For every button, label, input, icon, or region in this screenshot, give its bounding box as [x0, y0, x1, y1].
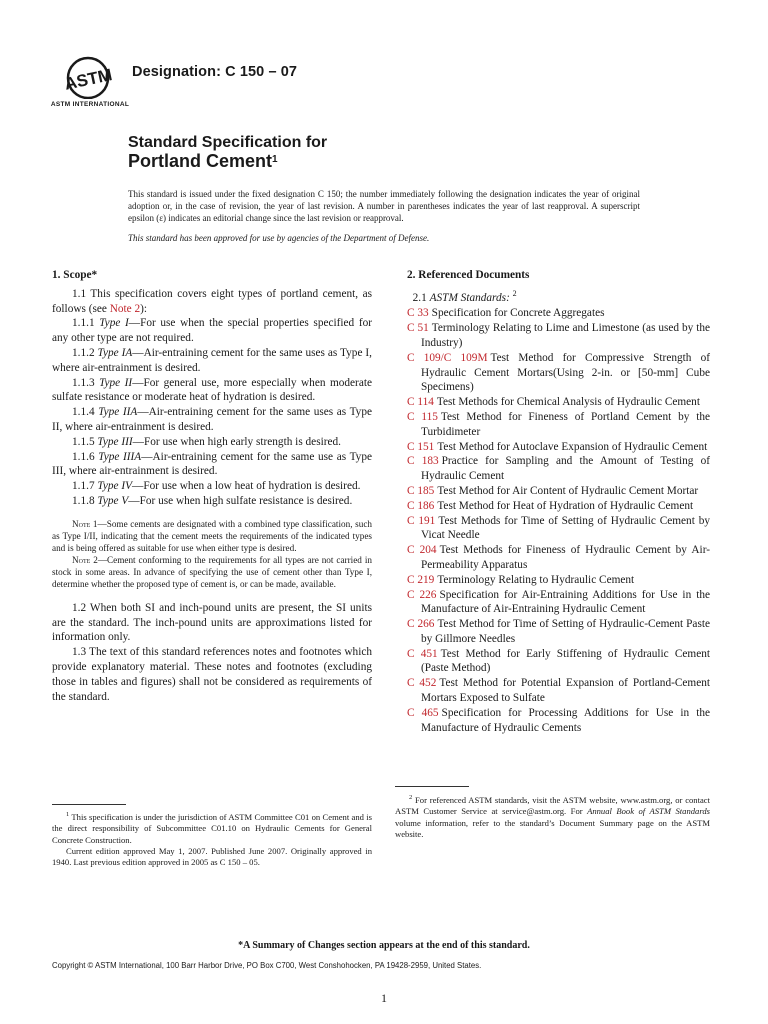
standard-link[interactable]: C 191	[407, 514, 436, 527]
type-name: Type IIA	[98, 406, 138, 419]
reference-item	[407, 454, 710, 484]
reference-item	[407, 514, 710, 544]
footnote-mark: 1	[66, 811, 70, 818]
standard-link[interactable]: C 151	[407, 440, 435, 453]
standard-title: Practice for Sampling and the Amount of Testing of Hydraulic Cement	[421, 455, 710, 483]
standard-title: Test Method for Air Content of Hydraulic Cement Mortar	[437, 484, 699, 497]
standard-title: Test Methods for Chemical Analysis of Hydraulic Cement	[436, 396, 700, 409]
title-line-1: Standard Specification for	[128, 134, 328, 151]
cement-type-item	[52, 316, 372, 346]
note-text: —Cement conforming to the requirements for all types are not carried in stock in some areas. In advance of specifying the use of cement other than Type I, determine whether the proposed type of cement is, or can be made, available.	[52, 554, 372, 589]
standard-link[interactable]: C 266	[407, 618, 435, 631]
section-heading-scope: 1. Scope*	[52, 269, 98, 281]
cement-type-item	[52, 494, 372, 509]
sub-number: 2.1	[412, 291, 430, 304]
standard-link[interactable]: C 186	[407, 499, 435, 512]
type-name: Type III	[97, 435, 133, 448]
paragraph-1-1	[52, 287, 372, 317]
standard-link[interactable]: C 219	[407, 573, 435, 586]
standard-title: Test Method for Compressive Strength of Hydraulic Cement Mortars(Using 2-in. or [50-mm] Cube Specimens)	[421, 351, 710, 394]
standard-link[interactable]: C 465	[407, 706, 439, 719]
title-footnote-mark: 1	[272, 154, 278, 165]
type-description: —For general use, more especially when moderate sulfate resistance or moderate heat of hydration is desired.	[52, 376, 372, 404]
standard-link[interactable]: C 114	[407, 396, 434, 409]
approval-note: This standard has been approved for use by agencies of the Department of Defense.	[128, 233, 430, 243]
paragraph-text: 1.1 This specification covers eight types of portland cement, as follows (see	[52, 287, 372, 315]
standard-title: Specification for Processing Additions for Use in the Manufacture of Hydraulic Cements	[421, 706, 710, 734]
footnote-text: This specification is under the jurisdiction of ASTM Committee C01 on Cement and is the direct responsibility of Subcommittee C01.10 on Hydraulic Cements for General Concrete Construction.	[52, 811, 372, 845]
cement-type-item	[52, 405, 372, 435]
reference-item	[407, 410, 710, 440]
footnote-text: For referenced ASTM standards, visit the ASTM website, www.astm.org, or contact ASTM Customer Service at service@astm.org. For	[395, 794, 711, 817]
cement-type-item	[52, 450, 372, 480]
note-label: Note 2	[72, 554, 98, 565]
note-2	[52, 554, 372, 590]
footnote-1	[52, 809, 372, 869]
note-1	[52, 518, 372, 554]
standard-link[interactable]: C 452	[407, 677, 437, 690]
standard-title: Test Method for Fineness of Portland Cement by the Turbidimeter	[421, 410, 710, 438]
type-description: —For use when high sulfate resistance is desired.	[128, 494, 353, 507]
paragraph-text: ):	[140, 302, 148, 315]
cement-types-list	[52, 316, 372, 508]
document-title	[128, 133, 327, 171]
footnote-italic: Annual Book of ASTM Standards	[587, 806, 710, 817]
cement-type-item	[52, 376, 372, 406]
type-description: —Air-entraining cement for the same uses as Type I, where air-entrainment is desired.	[52, 346, 373, 374]
footnote-rule-right	[395, 786, 469, 787]
standard-link[interactable]: C 226	[407, 588, 437, 601]
reference-item	[407, 706, 710, 736]
cement-type-item	[52, 479, 372, 494]
type-name: Type II	[99, 376, 133, 389]
type-name: Type V	[97, 494, 129, 507]
page-number: 1	[381, 991, 387, 1005]
cement-type-item	[52, 435, 372, 450]
footnote-1-text	[52, 809, 372, 846]
reference-item	[407, 306, 710, 321]
footnote-text: volume information, refer to the standard’s Document Summary page on the ASTM website.	[395, 817, 710, 840]
standard-link[interactable]: C 451	[407, 647, 438, 660]
left-column	[52, 268, 372, 704]
item-number: 1.1.3	[72, 376, 100, 389]
copyright-line: Copyright © ASTM International, 100 Barr Harbor Drive, PO Box C700, West Conshohocken, PA 19428-2959, United States.	[52, 961, 482, 970]
standard-title: Test Method for Heat of Hydration of Hydraulic Cement	[437, 499, 694, 512]
paragraph-1-3: 1.3 The text of this standard references notes and footnotes which provide explanatory material. These notes and footnotes (excluding those in tables and figures) shall not be considered as requirements of the standard.	[52, 646, 372, 703]
footnote-2	[395, 792, 710, 840]
standard-title: Terminology Relating to Hydraulic Cement	[437, 573, 635, 586]
standard-title: Test Method for Autoclave Expansion of Hydraulic Cement	[437, 440, 708, 453]
footnote-1-edition: Current edition approved May 1, 2007. Published June 2007. Originally approved in 1940. Last previous edition approved in 2005 as C 150 – 05.	[52, 846, 372, 868]
standard-title: Test Methods for Time of Setting of Hydraulic Cement by Vicat Needle	[421, 514, 710, 542]
standard-title: Specification for Concrete Aggregates	[431, 307, 605, 320]
standard-title: Test Method for Time of Setting of Hydraulic-Cement Paste by Gillmore Needles	[421, 618, 710, 645]
standard-link[interactable]: C 33	[407, 307, 429, 320]
item-number: 1.1.6	[72, 450, 99, 463]
item-number: 1.1.4	[72, 406, 99, 419]
logo-wordmark: ASTM INTERNATIONAL	[50, 101, 130, 108]
item-number: 1.1.7	[72, 480, 98, 493]
note-label: Note 1	[72, 518, 98, 529]
type-description: —For use when a low heat of hydration is desired.	[132, 480, 361, 493]
standard-title: Test Method for Potential Expansion of Portland-Cement Mortars Exposed to Sulfate	[421, 677, 710, 705]
reference-item	[407, 617, 710, 647]
reference-item	[407, 676, 710, 706]
footnote-mark: 2	[409, 794, 413, 801]
standard-title: Test Method for Early Stiffening of Hydraulic Cement (Paste Method)	[421, 647, 710, 675]
type-description: —For use when high early strength is desired.	[132, 435, 341, 448]
standard-title: Terminology Relating to Lime and Limestone (as used by the Industry)	[421, 322, 710, 349]
standard-link[interactable]: C 204	[407, 544, 437, 557]
astm-logo	[50, 52, 130, 114]
reference-item	[407, 484, 710, 499]
note-text: —Some cements are designated with a combined type classification, such as Type I/II, indicating that the cement meets the requirements of the indicated types and is being offered as suitable for use when either type is desired.	[52, 518, 372, 553]
reference-item	[407, 351, 710, 395]
reference-item	[407, 543, 710, 573]
designation: Designation: C 150 – 07	[132, 64, 298, 80]
footnote-rule-left	[52, 804, 126, 805]
standard-title: Test Methods for Fineness of Hydraulic Cement by Air-Permeability Apparatus	[421, 544, 710, 571]
summary-of-changes-note: *A Summary of Changes section appears at the end of this standard.	[238, 940, 530, 951]
reference-item	[407, 395, 710, 410]
sub-label: ASTM Standards:	[429, 291, 510, 304]
standard-link[interactable]: C 183	[407, 455, 439, 468]
item-number: 1.1.1	[72, 317, 100, 330]
type-description: —Air-entraining cement for the same use as Type III, where air-entrainment is desired.	[52, 450, 372, 478]
standard-link[interactable]: C 115	[407, 410, 438, 423]
reference-item	[407, 647, 710, 677]
type-name: Type I	[99, 317, 129, 330]
standard-link[interactable]: C 185	[407, 484, 435, 497]
svg-text:ASTM: ASTM	[62, 65, 114, 94]
type-description: —For use when the special properties specified for any other type are not required.	[52, 317, 372, 345]
footnote-mark: 2	[512, 288, 517, 298]
item-number: 1.1.5	[72, 435, 98, 448]
cement-type-item	[52, 346, 372, 376]
standard-title: Specification for Air-Entraining Additions for Use in the Manufacture of Air-Entraining Hydraulic Cement	[421, 588, 710, 616]
astm-standards-subheading	[407, 287, 710, 306]
paragraph-1-2: 1.2 When both SI and inch-pound units are present, the SI units are the standard. The inch-pound units are approximations listed for information only.	[52, 601, 372, 644]
standard-link[interactable]: C 51	[407, 322, 429, 335]
type-description: —Air-entraining cement for the same uses as Type II, where air-entrainment is desired.	[52, 406, 372, 433]
right-column	[407, 268, 710, 735]
issuance-paragraph: This standard is issued under the fixed designation C 150; the number immediately following the designation indicates the year of original adoption or, in the case of revision, the year of last revision. A number in parentheses indicates the year of last reapproval. A superscript epsilon (ε) indicates an editorial change since the last revision or reapproval.	[128, 189, 640, 224]
type-name: Type IV	[97, 480, 133, 493]
type-name: Type IIIA	[98, 450, 142, 463]
reference-item	[407, 499, 710, 514]
reference-item	[407, 588, 710, 618]
reference-item	[407, 440, 710, 455]
reference-item	[407, 321, 710, 351]
standard-link[interactable]: C 109/C 109M	[407, 351, 488, 364]
title-line-2	[128, 152, 327, 171]
item-number: 1.1.8	[72, 494, 98, 507]
note-2-link[interactable]: Note 2	[109, 302, 141, 315]
title-text: Portland Cement	[128, 151, 273, 171]
referenced-standards-list	[407, 306, 710, 735]
reference-item	[407, 573, 710, 588]
type-name: Type IA	[97, 346, 133, 359]
section-heading-referenced-documents: 2. Referenced Documents	[407, 269, 530, 281]
item-number: 1.1.2	[72, 346, 98, 359]
